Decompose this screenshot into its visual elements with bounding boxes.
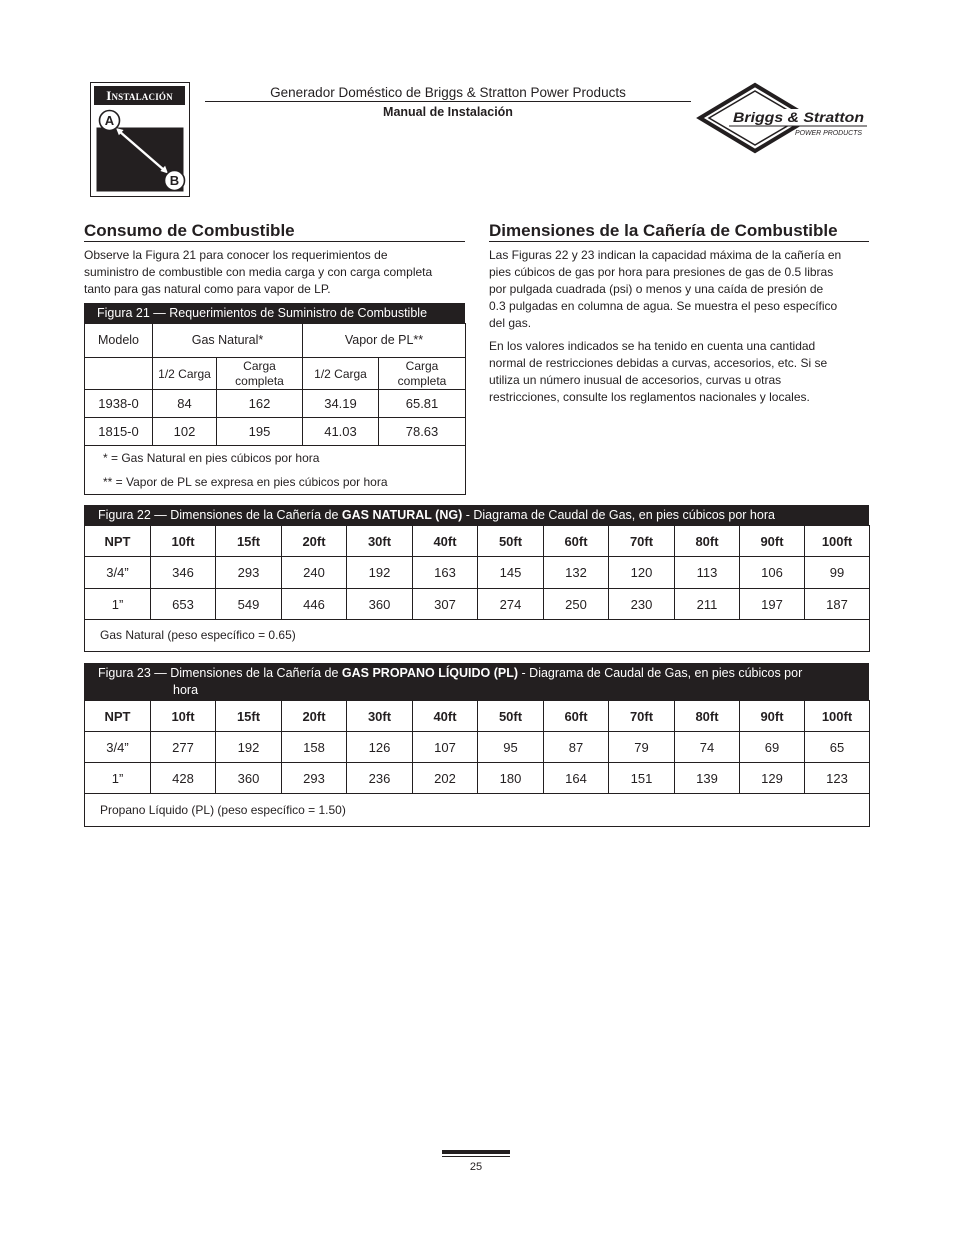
table-cell: 446 bbox=[282, 589, 347, 620]
column-header-50ft: 50ft bbox=[478, 701, 544, 732]
figure-21 bbox=[84, 303, 465, 495]
header-rule bbox=[205, 101, 691, 102]
table-cell: 99 bbox=[805, 557, 870, 589]
table-cell: 102 bbox=[153, 418, 217, 446]
table-cell: 145 bbox=[478, 557, 544, 589]
column-header-60ft: 60ft bbox=[544, 526, 609, 557]
table-cell: 107 bbox=[413, 732, 478, 763]
table-cell: 113 bbox=[675, 557, 740, 589]
column-header-70ft: 70ft bbox=[609, 701, 675, 732]
caption-gas-type: GAS NATURAL (NG) bbox=[341, 508, 463, 522]
table-header-row bbox=[85, 526, 870, 557]
figure-21-caption: Figura 21 — Requerimientos de Suministro de Combustible bbox=[84, 303, 465, 323]
table-cell: 120 bbox=[609, 557, 675, 589]
page-number-rule bbox=[442, 1156, 510, 1157]
column-header-30ft: 30ft bbox=[347, 526, 413, 557]
row-label: 1” bbox=[85, 763, 151, 794]
table-cell: 230 bbox=[609, 589, 675, 620]
table-row bbox=[85, 589, 870, 620]
subheader-full-load-lp: Carga completa bbox=[397, 358, 447, 388]
column-header-70ft: 70ft bbox=[609, 526, 675, 557]
table-cell: 236 bbox=[347, 763, 413, 794]
row-label: 3/4” bbox=[85, 732, 151, 763]
subheader-cell bbox=[303, 358, 379, 390]
table-cell: 65 bbox=[805, 732, 870, 763]
table-cell: 151 bbox=[609, 763, 675, 794]
column-header-npt: NPT bbox=[85, 701, 151, 732]
column-header-100ft: 100ft bbox=[805, 701, 870, 732]
table-cell: 158 bbox=[282, 732, 347, 763]
column-header-15ft: 15ft bbox=[216, 701, 282, 732]
empty-header-cell bbox=[85, 358, 153, 390]
point-b-label: B bbox=[169, 173, 180, 188]
text-line: por pulgada cuadrada (psi) o menos y una caída de presión de bbox=[489, 282, 824, 296]
pipe-dimensions-heading: Dimensiones de la Cañería de Combustible bbox=[489, 221, 869, 242]
caption-suffix-line-1: - Diagrama de Caudal de Gas, en pies cúbicos por bbox=[518, 665, 803, 680]
table-footnote-row bbox=[85, 620, 870, 652]
column-header-40ft: 40ft bbox=[413, 526, 478, 557]
table-row bbox=[85, 732, 870, 763]
document-title: Generador Doméstico de Briggs & Stratton Power Products bbox=[270, 85, 626, 100]
table-cell: 41.03 bbox=[303, 418, 379, 446]
table-cell: 106 bbox=[740, 557, 805, 589]
table-subheader-row bbox=[85, 358, 466, 390]
lp-vapor-header: Vapor de PL** bbox=[303, 324, 466, 358]
point-a-label: A bbox=[104, 113, 115, 128]
model-cell: 1815-0 bbox=[85, 418, 153, 446]
figure-23-caption bbox=[84, 663, 869, 700]
pipe-dimensions-paragraph-1 bbox=[489, 247, 869, 332]
table-cell: 164 bbox=[544, 763, 609, 794]
model-header: Modelo bbox=[85, 324, 153, 358]
fuel-consumption-text bbox=[84, 247, 465, 298]
row-label: 3/4” bbox=[85, 557, 151, 589]
measure-a-to-b-icon bbox=[91, 104, 188, 195]
column-header-40ft: 40ft bbox=[413, 701, 478, 732]
table-cell: 79 bbox=[609, 732, 675, 763]
column-header-90ft: 90ft bbox=[740, 701, 805, 732]
fuel-supply-table bbox=[84, 323, 466, 495]
text-line: del gas. bbox=[489, 316, 532, 330]
subheader-half-load-lp: 1/2 Carga bbox=[314, 366, 367, 381]
table-cell: 180 bbox=[478, 763, 544, 794]
table-cell: 74 bbox=[675, 732, 740, 763]
caption-suffix: - Diagrama de Caudal de Gas, en pies cúbicos por hora bbox=[462, 508, 775, 522]
briggs-stratton-logo bbox=[695, 80, 870, 156]
table-cell: 78.63 bbox=[379, 418, 466, 446]
text-line: Las Figuras 22 y 23 indican la capacidad máxima de la cañería en bbox=[489, 248, 842, 262]
table-cell: 549 bbox=[216, 589, 282, 620]
table-header-row bbox=[85, 324, 466, 358]
table-cell: 84 bbox=[153, 390, 217, 418]
table-cell: 653 bbox=[151, 589, 216, 620]
propane-footnote: Propano Líquido (PL) (peso específico = 1.50) bbox=[85, 794, 870, 827]
table-cell: 197 bbox=[740, 589, 805, 620]
text-line: suministro de combustible con media carga y con carga completa bbox=[84, 265, 433, 279]
table-cell: 129 bbox=[740, 763, 805, 794]
table-row bbox=[85, 557, 870, 589]
table-cell: 360 bbox=[216, 763, 282, 794]
subheader-cell bbox=[153, 358, 217, 390]
table-cell: 187 bbox=[805, 589, 870, 620]
table-row bbox=[85, 763, 870, 794]
column-header-60ft: 60ft bbox=[544, 701, 609, 732]
table-header-row bbox=[85, 701, 870, 732]
subheader-half-load-ng: 1/2 Carga bbox=[158, 366, 211, 381]
table-cell: 163 bbox=[413, 557, 478, 589]
table-cell: 274 bbox=[478, 589, 544, 620]
table-notes-row bbox=[85, 446, 466, 495]
text-line: pies cúbicos de gas por hora para presiones de gas de 0.5 libras bbox=[489, 265, 834, 279]
column-header-10ft: 10ft bbox=[151, 526, 216, 557]
subheader-cell bbox=[379, 358, 466, 390]
table-cell: 293 bbox=[282, 763, 347, 794]
table-row bbox=[85, 418, 466, 446]
natural-gas-header: Gas Natural* bbox=[153, 324, 303, 358]
table-row bbox=[85, 390, 466, 418]
fuel-consumption-heading: Consumo de Combustible bbox=[84, 221, 465, 242]
natural-gas-pipe-table bbox=[84, 525, 870, 652]
table-cell: 69 bbox=[740, 732, 805, 763]
propane-pipe-table bbox=[84, 700, 870, 827]
table-cell: 211 bbox=[675, 589, 740, 620]
table-cell: 307 bbox=[413, 589, 478, 620]
row-label: 1” bbox=[85, 589, 151, 620]
table-cell: 360 bbox=[347, 589, 413, 620]
document-subtitle: Manual de Instalación bbox=[383, 105, 513, 119]
table-cell: 126 bbox=[347, 732, 413, 763]
text-line: Observe la Figura 21 para conocer los requerimientos de bbox=[84, 248, 388, 262]
table-cell: 132 bbox=[544, 557, 609, 589]
logo-tagline-text: POWER PRODUCTS bbox=[795, 128, 862, 137]
column-header-30ft: 30ft bbox=[347, 701, 413, 732]
caption-prefix: Figura 22 — Dimensiones de la Cañería de bbox=[98, 508, 342, 522]
table-cell: 192 bbox=[216, 732, 282, 763]
text-line: En los valores indicados se ha tenido en cuenta una cantidad bbox=[489, 339, 816, 353]
table-cell: 139 bbox=[675, 763, 740, 794]
table-cell: 65.81 bbox=[379, 390, 466, 418]
column-header-80ft: 80ft bbox=[675, 526, 740, 557]
table-footnote-row bbox=[85, 794, 870, 827]
table-cell: 250 bbox=[544, 589, 609, 620]
table-cell: 240 bbox=[282, 557, 347, 589]
natural-gas-footnote: Gas Natural (peso específico = 0.65) bbox=[85, 620, 870, 652]
caption-gas-type: GAS PROPANO LÍQUIDO (PL) bbox=[341, 665, 519, 680]
table-cell: 428 bbox=[151, 763, 216, 794]
table-notes bbox=[85, 446, 466, 495]
table-cell: 95 bbox=[478, 732, 544, 763]
page-number: 25 bbox=[469, 1161, 483, 1173]
text-line: restricciones, consulte los reglamentos nacionales y locales. bbox=[489, 390, 810, 404]
column-header-20ft: 20ft bbox=[282, 701, 347, 732]
caption-prefix: Figura 23 — Dimensiones de la Cañería de bbox=[98, 665, 342, 680]
table-cell: 87 bbox=[544, 732, 609, 763]
table-cell: 192 bbox=[347, 557, 413, 589]
table-cell: 293 bbox=[216, 557, 282, 589]
column-header-50ft: 50ft bbox=[478, 526, 544, 557]
column-header-100ft: 100ft bbox=[805, 526, 870, 557]
column-header-npt: NPT bbox=[85, 526, 151, 557]
table-cell: 34.19 bbox=[303, 390, 379, 418]
figure-23 bbox=[84, 663, 869, 827]
table-cell: 277 bbox=[151, 732, 216, 763]
model-cell: 1938-0 bbox=[85, 390, 153, 418]
logo-brand-text: Briggs & Stratton bbox=[733, 109, 864, 125]
text-line: utiliza un número inusual de accesorios, curvas u otras bbox=[489, 373, 782, 387]
text-line: normal de restricciones debidas a curvas, accesorios, etc. Si se bbox=[489, 356, 828, 370]
column-header-15ft: 15ft bbox=[216, 526, 282, 557]
installation-icon bbox=[90, 82, 190, 197]
text-line: 0.3 pulgadas en columna de agua. Se muestra el peso específico bbox=[489, 299, 838, 313]
subheader-full-load-ng: Carga completa bbox=[235, 358, 284, 388]
column-header-80ft: 80ft bbox=[675, 701, 740, 732]
installation-icon-label: Instalación bbox=[94, 86, 185, 105]
figure-22 bbox=[84, 505, 869, 652]
column-header-90ft: 90ft bbox=[740, 526, 805, 557]
subheader-cell bbox=[217, 358, 303, 390]
caption-suffix-line-2: hora bbox=[173, 682, 199, 697]
table-cell: 202 bbox=[413, 763, 478, 794]
table-cell: 123 bbox=[805, 763, 870, 794]
note-lp-vapor: ** = Vapor de PL se expresa en pies cúbicos por hora bbox=[103, 475, 388, 489]
pipe-dimensions-paragraph-2 bbox=[489, 338, 869, 406]
text-line: tanto para gas natural como para vapor de LP. bbox=[84, 282, 331, 296]
table-cell: 162 bbox=[217, 390, 303, 418]
page-number-bar bbox=[442, 1150, 510, 1154]
table-cell: 346 bbox=[151, 557, 216, 589]
column-header-20ft: 20ft bbox=[282, 526, 347, 557]
figure-22-caption bbox=[84, 505, 869, 525]
table-cell: 195 bbox=[217, 418, 303, 446]
column-header-10ft: 10ft bbox=[151, 701, 216, 732]
note-natural-gas: * = Gas Natural en pies cúbicos por hora bbox=[103, 451, 320, 465]
